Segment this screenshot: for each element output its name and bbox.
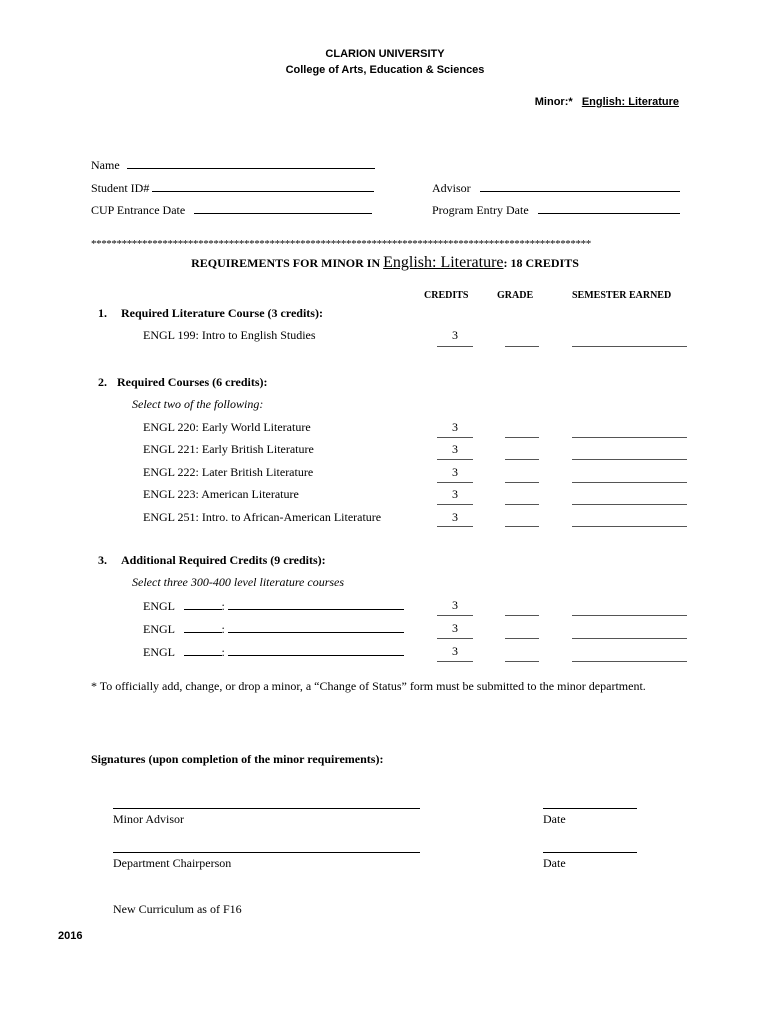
minor-value: English: Literature: [581, 96, 679, 108]
semester-line[interactable]: [572, 661, 687, 662]
program-entry-blank[interactable]: [538, 202, 680, 214]
requirements-title-prefix: REQUIREMENTS FOR MINOR IN: [191, 256, 381, 270]
section-3-instruction: Select three 300-400 level literature courses: [132, 575, 345, 589]
student-id-blank[interactable]: [152, 180, 374, 192]
grade-line[interactable]: [505, 504, 539, 505]
semester-line[interactable]: [572, 638, 687, 639]
semester-line[interactable]: [572, 482, 687, 483]
grade-line[interactable]: [505, 459, 539, 460]
date-line-2[interactable]: [543, 852, 637, 853]
section-2-instruction: Select two of the following:: [132, 397, 264, 411]
elective-course-1-credits: 3: [452, 598, 458, 612]
elective-course-1[interactable]: ENGL :: [143, 598, 404, 614]
grade-line[interactable]: [505, 638, 539, 639]
grade-line[interactable]: [505, 615, 539, 616]
grade-line[interactable]: [505, 346, 539, 347]
grade-line[interactable]: [505, 526, 539, 527]
curriculum-note: New Curriculum as of F16: [113, 902, 242, 916]
credits-line: [437, 615, 473, 616]
footnote: * To officially add, change, or drop a minor, a “Change of Status” form must be submitted to the minor department.: [91, 679, 646, 693]
section-2-number: 2.: [98, 375, 107, 389]
semester-line[interactable]: [572, 504, 687, 505]
minor-label: Minor:*: [534, 96, 573, 108]
semester-line[interactable]: [572, 526, 687, 527]
course-engl-222: ENGL 222: Later British Literature: [143, 465, 314, 479]
section-2-title: Required Courses (6 credits):: [117, 375, 268, 389]
elective-course-2-prefix: ENGL: [143, 622, 175, 636]
student-id-label: Student ID#: [91, 181, 150, 195]
separator-line: **************************************************************************************************: [91, 238, 591, 250]
course-engl-221-credits: 3: [452, 442, 458, 456]
requirements-title-minor: English: Literature: [383, 254, 504, 271]
date-line-1[interactable]: [543, 808, 637, 809]
elective-course-2-credits: 3: [452, 621, 458, 635]
section-3-number: 3.: [98, 553, 107, 567]
department-chair-signature-line[interactable]: [113, 852, 420, 853]
course-engl-199-credits: 3: [452, 328, 458, 342]
course-engl-199: ENGL 199: Intro to English Studies: [143, 328, 316, 342]
course-engl-222-credits: 3: [452, 465, 458, 479]
course-title-blank[interactable]: [228, 598, 404, 610]
university-name: CLARION UNIVERSITY: [325, 48, 445, 60]
minor-advisor-label: Minor Advisor: [113, 812, 185, 826]
program-entry-label: Program Entry Date: [432, 203, 529, 217]
course-number-blank[interactable]: [184, 644, 222, 656]
course-title-blank[interactable]: [228, 621, 404, 633]
credits-line: [437, 504, 473, 505]
col-credits-header: CREDITS: [424, 290, 469, 301]
elective-course-1-prefix: ENGL: [143, 599, 175, 613]
semester-line[interactable]: [572, 346, 687, 347]
requirements-title-suffix: : 18 CREDITS: [503, 256, 579, 270]
requirements-title: [0, 254, 770, 272]
date-label-2: Date: [543, 856, 566, 870]
course-engl-221: ENGL 221: Early British Literature: [143, 442, 314, 456]
name-field[interactable]: [91, 157, 375, 173]
grade-line[interactable]: [505, 482, 539, 483]
college-name: College of Arts, Education & Sciences: [285, 64, 485, 76]
section-1-number: 1.: [98, 306, 107, 320]
credits-line: [437, 638, 473, 639]
name-blank[interactable]: [127, 157, 375, 169]
program-entry-field[interactable]: [432, 202, 680, 218]
section-1-title: Required Literature Course (3 credits):: [121, 306, 323, 320]
credits-line: [437, 482, 473, 483]
minor-heading: [535, 96, 679, 108]
minor-advisor-signature-line[interactable]: [113, 808, 420, 809]
student-id-field[interactable]: [91, 180, 374, 196]
course-engl-223-credits: 3: [452, 487, 458, 501]
credits-line: [437, 346, 473, 347]
semester-line[interactable]: [572, 615, 687, 616]
course-engl-223: ENGL 223: American Literature: [143, 487, 299, 501]
elective-course-3[interactable]: ENGL :: [143, 644, 404, 660]
grade-line[interactable]: [505, 437, 539, 438]
cup-entrance-label: CUP Entrance Date: [91, 203, 186, 217]
course-engl-251-credits: 3: [452, 510, 458, 524]
credits-line: [437, 661, 473, 662]
course-engl-220: ENGL 220: Early World Literature: [143, 420, 311, 434]
document-year: 2016: [58, 930, 83, 942]
advisor-blank[interactable]: [480, 180, 680, 192]
signatures-title: Signatures (upon completion of the minor requirements):: [91, 752, 384, 766]
course-engl-251: ENGL 251: Intro. to African-American Literature: [143, 510, 382, 524]
advisor-label: Advisor: [432, 181, 471, 195]
cup-entrance-blank[interactable]: [194, 202, 372, 214]
col-semester-header: SEMESTER EARNED: [572, 290, 672, 301]
department-chair-label: Department Chairperson: [113, 856, 232, 870]
course-number-blank[interactable]: [184, 598, 222, 610]
date-label-1: Date: [543, 812, 566, 826]
course-number-blank[interactable]: [184, 621, 222, 633]
cup-entrance-field[interactable]: [91, 202, 372, 218]
elective-course-3-prefix: ENGL: [143, 645, 175, 659]
credits-line: [437, 437, 473, 438]
semester-line[interactable]: [572, 459, 687, 460]
grade-line[interactable]: [505, 661, 539, 662]
semester-line[interactable]: [572, 437, 687, 438]
name-label: Name: [91, 158, 120, 172]
elective-course-2[interactable]: ENGL :: [143, 621, 404, 637]
credits-line: [437, 459, 473, 460]
course-engl-220-credits: 3: [452, 420, 458, 434]
section-3-title: Additional Required Credits (9 credits):: [121, 553, 326, 567]
advisor-field[interactable]: [432, 180, 680, 196]
credits-line: [437, 526, 473, 527]
col-grade-header: GRADE: [497, 290, 534, 301]
elective-course-3-credits: 3: [452, 644, 458, 658]
course-title-blank[interactable]: [228, 644, 404, 656]
